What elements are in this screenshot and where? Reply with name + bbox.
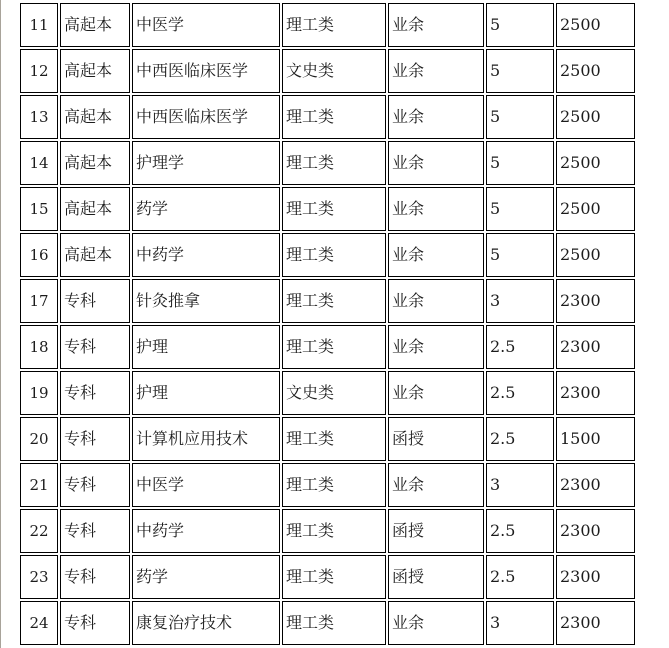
- cell-row-number: 12: [20, 49, 58, 93]
- cell-study-form: 业余: [388, 3, 484, 47]
- cell-tuition-fee: 2500: [556, 187, 635, 231]
- cell-study-form: 业余: [388, 371, 484, 415]
- cell-duration: 3: [486, 601, 554, 645]
- cell-duration: 5: [486, 233, 554, 277]
- table-row: [20, 463, 635, 507]
- cell-row-number: 15: [20, 187, 58, 231]
- table-row: [20, 233, 635, 277]
- cell-category: 理工类: [282, 463, 386, 507]
- table-row: [20, 95, 635, 139]
- cell-category: 理工类: [282, 3, 386, 47]
- cell-study-form: 函授: [388, 555, 484, 599]
- cell-major: 中医学: [132, 463, 280, 507]
- cell-level: 专科: [60, 555, 130, 599]
- cell-category: 理工类: [282, 233, 386, 277]
- table-row: [20, 3, 635, 47]
- cell-tuition-fee: 2500: [556, 233, 635, 277]
- cell-level: 高起本: [60, 141, 130, 185]
- cell-major: 中西医临床医学: [132, 49, 280, 93]
- cell-study-form: 业余: [388, 463, 484, 507]
- table-row: [20, 371, 635, 415]
- cell-major: 计算机应用技术: [132, 417, 280, 461]
- cell-study-form: 函授: [388, 417, 484, 461]
- table-row: [20, 555, 635, 599]
- cell-major: 中西医临床医学: [132, 95, 280, 139]
- cell-study-form: 业余: [388, 49, 484, 93]
- cell-category: 理工类: [282, 601, 386, 645]
- cell-tuition-fee: 2300: [556, 325, 635, 369]
- cell-major: 中医学: [132, 3, 280, 47]
- cell-row-number: 19: [20, 371, 58, 415]
- table-row: [20, 279, 635, 323]
- cell-study-form: 业余: [388, 325, 484, 369]
- cell-row-number: 11: [20, 3, 58, 47]
- enrollment-table: [18, 1, 637, 647]
- cell-major: 中药学: [132, 233, 280, 277]
- cell-duration: 5: [486, 141, 554, 185]
- cell-duration: 2.5: [486, 417, 554, 461]
- cell-category: 理工类: [282, 141, 386, 185]
- cell-tuition-fee: 2500: [556, 49, 635, 93]
- cell-duration: 3: [486, 463, 554, 507]
- cell-row-number: 16: [20, 233, 58, 277]
- cell-duration: 5: [486, 3, 554, 47]
- cell-study-form: 业余: [388, 279, 484, 323]
- cell-level: 高起本: [60, 187, 130, 231]
- cell-category: 理工类: [282, 187, 386, 231]
- cell-row-number: 24: [20, 601, 58, 645]
- cell-duration: 2.5: [486, 325, 554, 369]
- cell-row-number: 18: [20, 325, 58, 369]
- cell-level: 专科: [60, 371, 130, 415]
- cell-tuition-fee: 2500: [556, 141, 635, 185]
- cell-row-number: 22: [20, 509, 58, 553]
- cell-study-form: 函授: [388, 509, 484, 553]
- page-left-edge-line: [0, 0, 1, 648]
- cell-major: 康复治疗技术: [132, 601, 280, 645]
- cell-category: 理工类: [282, 417, 386, 461]
- cell-study-form: 业余: [388, 187, 484, 231]
- cell-major: 药学: [132, 187, 280, 231]
- cell-level: 高起本: [60, 95, 130, 139]
- cell-duration: 2.5: [486, 509, 554, 553]
- cell-level: 专科: [60, 601, 130, 645]
- cell-duration: 3: [486, 279, 554, 323]
- cell-duration: 2.5: [486, 371, 554, 415]
- cell-row-number: 17: [20, 279, 58, 323]
- cell-level: 专科: [60, 279, 130, 323]
- cell-row-number: 20: [20, 417, 58, 461]
- cell-level: 高起本: [60, 3, 130, 47]
- cell-major: 中药学: [132, 509, 280, 553]
- cell-duration: 5: [486, 95, 554, 139]
- cell-level: 高起本: [60, 49, 130, 93]
- cell-category: 文史类: [282, 49, 386, 93]
- cell-level: 专科: [60, 463, 130, 507]
- cell-tuition-fee: 2500: [556, 3, 635, 47]
- cell-major: 药学: [132, 555, 280, 599]
- cell-duration: 5: [486, 49, 554, 93]
- cell-category: 理工类: [282, 325, 386, 369]
- cell-category: 理工类: [282, 509, 386, 553]
- cell-major: 护理学: [132, 141, 280, 185]
- table-row: [20, 141, 635, 185]
- cell-level: 高起本: [60, 233, 130, 277]
- table-row: [20, 187, 635, 231]
- table-row: [20, 417, 635, 461]
- cell-major: 针灸推拿: [132, 279, 280, 323]
- cell-tuition-fee: 2300: [556, 463, 635, 507]
- cell-tuition-fee: 2300: [556, 371, 635, 415]
- cell-tuition-fee: 2300: [556, 555, 635, 599]
- cell-tuition-fee: 2500: [556, 95, 635, 139]
- cell-duration: 5: [486, 187, 554, 231]
- cell-study-form: 业余: [388, 601, 484, 645]
- cell-row-number: 14: [20, 141, 58, 185]
- table-row: [20, 49, 635, 93]
- cell-major: 护理: [132, 371, 280, 415]
- cell-category: 文史类: [282, 371, 386, 415]
- cell-row-number: 23: [20, 555, 58, 599]
- cell-duration: 2.5: [486, 555, 554, 599]
- cell-tuition-fee: 1500: [556, 417, 635, 461]
- cell-major: 护理: [132, 325, 280, 369]
- cell-row-number: 21: [20, 463, 58, 507]
- cell-study-form: 业余: [388, 233, 484, 277]
- table-row: [20, 509, 635, 553]
- cell-category: 理工类: [282, 95, 386, 139]
- cell-level: 专科: [60, 417, 130, 461]
- table-row: [20, 325, 635, 369]
- cell-study-form: 业余: [388, 95, 484, 139]
- cell-tuition-fee: 2300: [556, 279, 635, 323]
- cell-row-number: 13: [20, 95, 58, 139]
- cell-category: 理工类: [282, 555, 386, 599]
- table-body: [20, 3, 635, 645]
- cell-tuition-fee: 2300: [556, 509, 635, 553]
- cell-level: 专科: [60, 325, 130, 369]
- cell-tuition-fee: 2300: [556, 601, 635, 645]
- table-row: [20, 601, 635, 645]
- cell-study-form: 业余: [388, 141, 484, 185]
- cell-category: 理工类: [282, 279, 386, 323]
- cell-level: 专科: [60, 509, 130, 553]
